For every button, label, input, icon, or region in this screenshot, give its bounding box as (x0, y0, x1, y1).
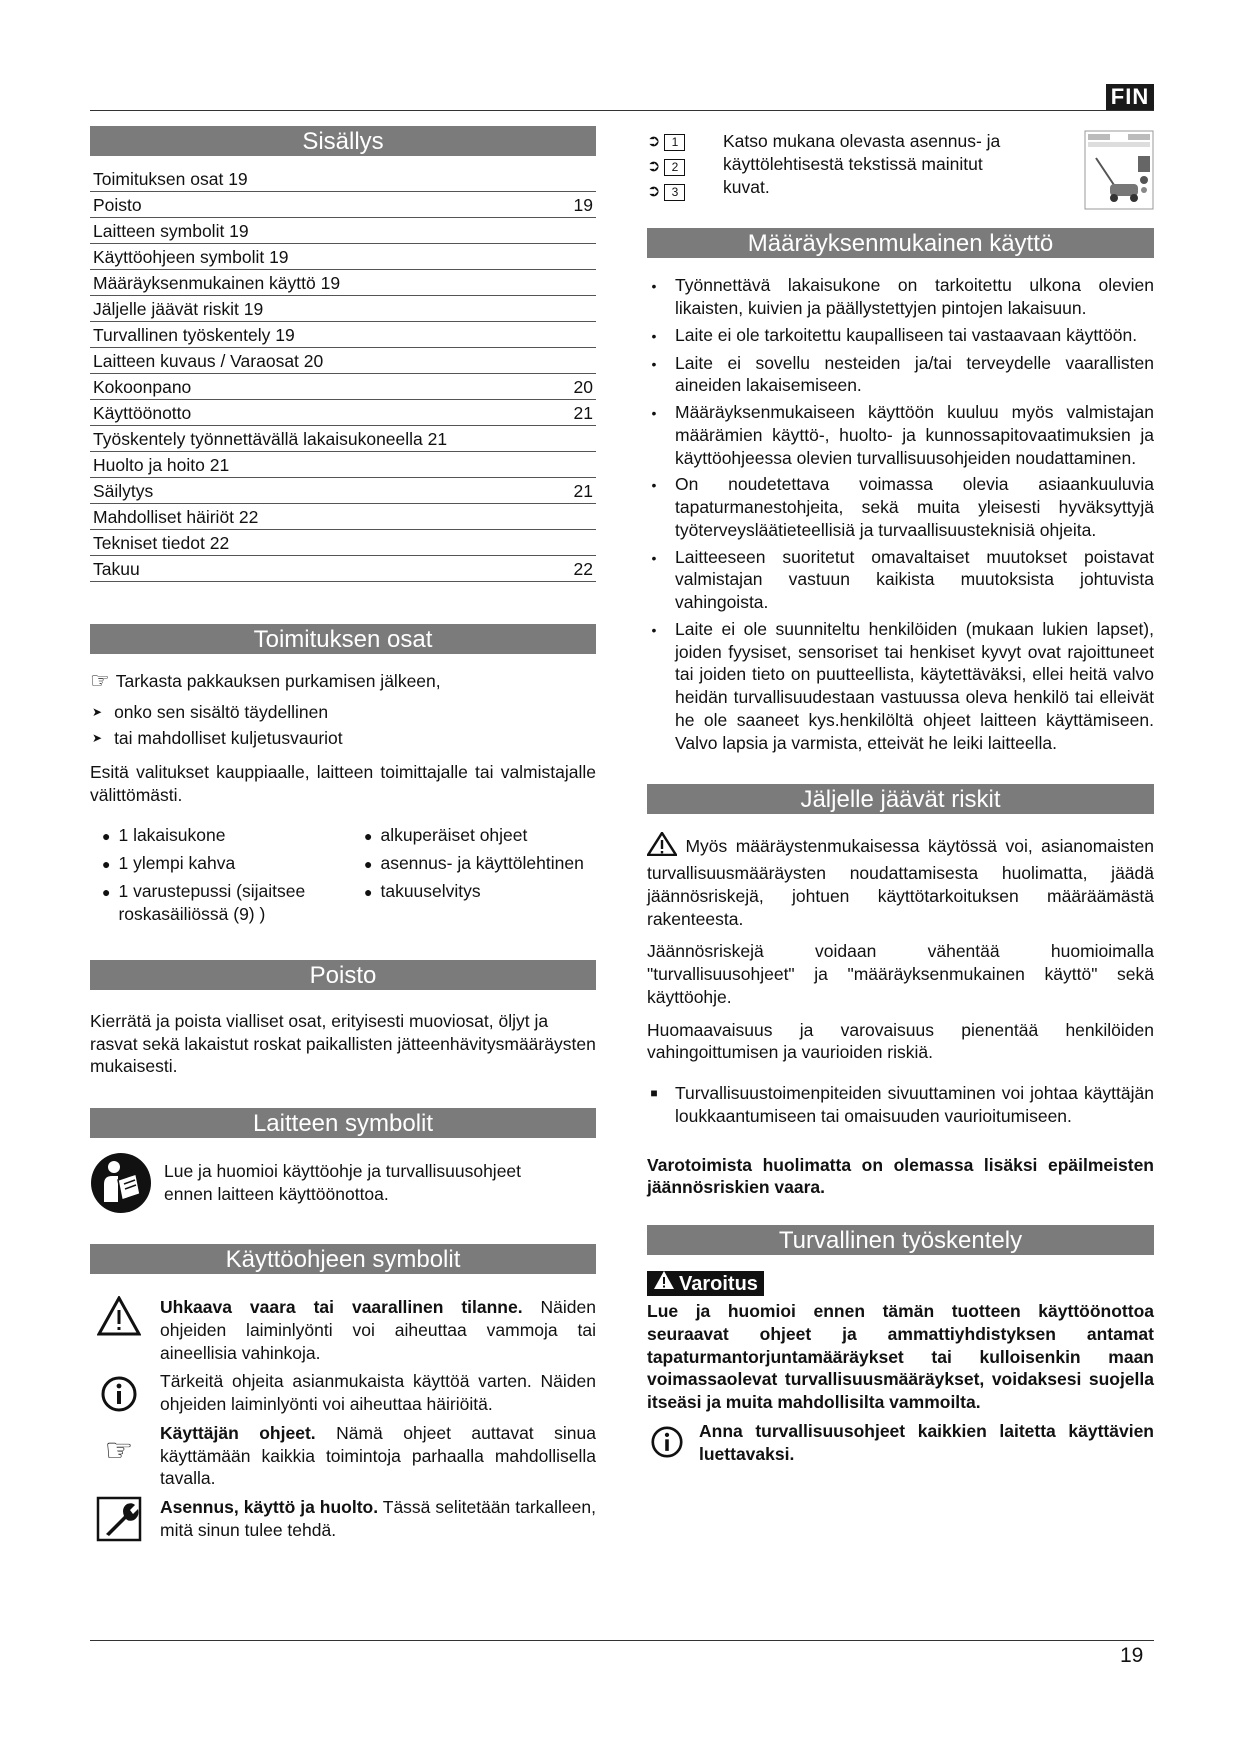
toc-row-page: 21 (573, 481, 593, 501)
toc-row[interactable] (90, 426, 596, 452)
delivery-contents-left (102, 824, 364, 930)
disposal-title-bar (90, 960, 596, 990)
list-item (102, 824, 364, 848)
list-item (364, 852, 608, 876)
toc-row-label: Määräyksenmukainen käyttö 19 (93, 273, 341, 293)
symbol-info-row (90, 1370, 596, 1416)
symbol-danger-text (160, 1296, 596, 1364)
intended-use-list (647, 274, 1154, 754)
safe-work-title-bar (647, 1225, 1154, 1255)
left-column (90, 126, 596, 1542)
toc-row[interactable] (90, 452, 596, 478)
list-item-text: takuuselvitys (380, 881, 481, 902)
toc-row-page: 22 (573, 559, 593, 579)
toc-row-label: Laitteen symbolit 19 (93, 221, 249, 241)
list-item (364, 824, 608, 848)
residual-risks-list (647, 1082, 1154, 1128)
info-icon (90, 1370, 148, 1412)
list-item (647, 352, 1154, 398)
manual-leaflet-thumbnail (1084, 130, 1154, 210)
symbol-danger-bold: Uhkaava vaara tai vaarallinen tilanne. (160, 1297, 523, 1317)
toc-row-label: Toimituksen osat 19 (93, 169, 248, 189)
list-item-text: On noudetettava voimassa olevia asiaankuuluvia tapaturmanestohjeita, sekä muita yleisesti hyväksyttyjä työterveysläätieteellisiä ja turvaallisuusteknisiä ohjeita. (675, 474, 1154, 540)
list-item (90, 725, 596, 751)
list-item-text: Laite ei ole suunniteltu henkilöiden (mukaan lukien lapset), joiden fyysiset, sensoriset tai henkiset kyvyt ovat rajoittuneet tai joiden tieto on puutteellista, käytettäväksi, ellei heitä valvo heidän turvallisuudestaan vastuussa oleva henkilö tai elleivät he ole saaneet kys.henkilöltä ohjeet laitteen käyttämiseen. Valvo lapsia ja varmista, etteivät he leiki laitteella. (675, 618, 1154, 753)
list-item (102, 880, 364, 926)
language-badge: FIN (1106, 84, 1154, 110)
symbol-user-tips-text (160, 1422, 596, 1490)
list-item (647, 324, 1154, 348)
disposal-text: Kierrätä ja poista vialliset osat, erityisesti muoviosat, öljyt ja rasvat sekä lakaistut roskat paikallisten jätteenhävitysmääräysten mukaisesti. (90, 1010, 596, 1077)
symbol-danger-desc: Näiden ohjeiden laiminlyönti voi aiheuttaa vammoja tai aineellisia vahinkoja. (160, 1297, 596, 1363)
symbol-danger-row (90, 1296, 596, 1364)
bullet-icon: • (651, 327, 657, 344)
toc-row-page: 19 (573, 195, 593, 215)
list-item (647, 473, 1154, 541)
toc-row-label: Käyttöönotto (93, 403, 192, 423)
warning-triangle-icon (647, 832, 677, 862)
toc-row[interactable] (90, 270, 596, 296)
residual-risks-p3: Huomaavaisuus ja varovaisuus pienentää henkilöiden vahingoittumisen ja vaurioiden riskiä. (647, 1019, 1154, 1063)
toc-row-label: Jäljelle jäävät riskit 19 (93, 299, 264, 319)
right-column (647, 130, 1154, 1465)
toc-row-label: Käyttöohjeen symbolit 19 (93, 247, 289, 267)
safe-work-warning-text: Lue ja huomioi ennen tämän tuotteen käyttöönottoa seuraavat ohjeet ja ammattiyhdistyksen antamat tapaturmantorjuntamääräykset tai kulloisenkin maan voimassaolevat turvallisuusmääräykset, voidaksesi suojella itseäsi ja muita mahdollisilta vammoilta. (647, 1301, 1154, 1412)
symbol-user-tips-desc: Nämä ohjeet auttavat sinua käyttämään kaikkia toimintoja parhaalla mahdollisella tavalla. (160, 1422, 596, 1489)
warning-label-text: Varoitus (679, 1272, 758, 1295)
toc-row[interactable] (90, 504, 596, 530)
spacer (90, 1214, 596, 1244)
toc-row[interactable] (90, 322, 596, 348)
toc-row-label: Säilytys (93, 481, 154, 501)
bullet-icon: ● (102, 884, 111, 901)
toc-row-label: Mahdolliset häiriöt 22 (93, 507, 259, 527)
safe-work-info-text: Anna turvallisuusohjeet kaikkien laitetta käyttävien luettavaksi. (699, 1420, 1154, 1464)
toc-row[interactable] (90, 530, 596, 556)
warning-triangle-icon (90, 1296, 148, 1336)
toc-row-label: Kokoonpano (93, 377, 192, 397)
list-item (647, 546, 1154, 614)
toc-row-label: Poisto (93, 195, 142, 215)
toc-row[interactable] (90, 244, 596, 270)
list-item (647, 1082, 1154, 1128)
bullet-icon: • (651, 477, 657, 494)
warning-label (647, 1271, 764, 1296)
toc-row-label: Laitteen kuvaus / Varaosat 20 (93, 351, 324, 371)
list-item-text: 1 lakaisukone (118, 825, 226, 846)
info-icon (647, 1420, 687, 1458)
figure-marker (647, 130, 707, 155)
manual-symbols-title: Käyttöohjeen symbolit (225, 1246, 461, 1273)
arrow-bullet-icon: ➤ (92, 704, 103, 719)
list-item-text: 1 ylempi kahva (118, 853, 236, 874)
list-item-text: Määräyksenmukaiseen käyttöön kuuluu myös valmistajan määrämien käyttö-, huolto- ja kunnossapitovaatimuksien ja käyttöohjeessa olevien turvallisuusohjeiden noudattaminen. (675, 402, 1154, 468)
delivery-title: Toimituksen osat (253, 626, 433, 653)
list-item-text: Laite ei ole tarkoitettu kaupalliseen tai vastaavaan käyttöön. (675, 324, 1138, 345)
spacer (90, 930, 596, 960)
symbol-assembly-row (90, 1496, 596, 1542)
list-item-text: Laitteeseen suoritetut omavaltaiset muutokset poistavat valmistajan vastuun kaikista muutoksista johtuvista vahingoista. (675, 546, 1154, 612)
pointing-hand-icon: ☞ (90, 668, 110, 694)
intended-use-title: Määräyksenmukainen käyttö (747, 230, 1054, 257)
residual-risks-p1-text: Myös määräystenmukaisessa käytössä voi, asianomaisten turvallisuusmääräysten noudattamisesta huolimatta, jäädä jäännösriskejä, johtuen käyttötarkoituksen määräämästä rakenteesta. (647, 836, 1154, 929)
list-item-text: tai mahdolliset kuljetusvauriot (114, 727, 343, 748)
toc-row[interactable] (90, 296, 596, 322)
delivery-complaint-text: Esitä valitukset kauppiaalle, laitteen toimittajalle tai valmistajalle välittömästi. (90, 761, 596, 805)
symbol-user-tips-bold: Käyttäjän ohjeet. (160, 1422, 316, 1443)
list-item (647, 401, 1154, 469)
list-item-text: asennus- ja käyttölehtinen (380, 853, 584, 874)
figure-number: 1 (664, 134, 685, 151)
residual-risks-title: Jäljelle jäävät riskit (800, 786, 1001, 814)
cursor-arrow-icon: ➲ (647, 158, 661, 176)
list-item (647, 618, 1154, 755)
list-item-text: Työnnettävä lakaisukone on tarkoitettu ulkona olevien likaisten, kuivien ja päällystettyjen pintojen lakaisuun. (675, 275, 1154, 318)
spacer (90, 1078, 596, 1108)
bullet-icon: ● (364, 828, 373, 845)
figure-number: 2 (664, 159, 685, 176)
device-symbol-row (90, 1152, 596, 1214)
manual-symbols-title-bar (90, 1244, 596, 1274)
figure-reference-text: Katso mukana olevasta asennus- ja käyttölehtisestä tekstissä mainitut kuvat. (723, 131, 1001, 197)
toc-row-label: Tekniset tiedot 22 (93, 533, 230, 553)
delivery-check-text: Tarkasta pakkauksen purkamisen jälkeen, (115, 671, 441, 691)
spacer (90, 582, 596, 624)
list-item-text: alkuperäiset ohjeet (380, 825, 528, 846)
delivery-title-bar (90, 624, 596, 654)
bullet-icon: ● (364, 884, 373, 901)
residual-risks-title-bar (647, 784, 1154, 814)
intended-use-title-bar (647, 228, 1154, 258)
delivery-contents-right (364, 824, 608, 930)
toc-row[interactable] (90, 218, 596, 244)
list-item (647, 274, 1154, 320)
bullet-icon: • (651, 355, 657, 372)
list-item-text: Laite ei sovellu nesteiden ja/tai terveydelle vaarallisten aineiden lakaisemiseen. (675, 352, 1154, 396)
table-of-contents (90, 166, 596, 582)
device-symbols-title-bar (90, 1108, 596, 1138)
symbol-user-tips-row (90, 1422, 596, 1490)
toc-row[interactable] (90, 478, 596, 504)
safe-work-info-row (647, 1420, 1154, 1466)
pointing-hand-icon: ☞ (104, 1431, 134, 1468)
residual-risks-bold-note: Varotoimista huolimatta on olemassa lisäksi epäilmeisten jäännösriskien vaara. (647, 1154, 1154, 1198)
toc-row-page: 21 (573, 403, 593, 423)
figure-markers (647, 130, 707, 210)
toc-row[interactable] (90, 374, 596, 400)
bullet-icon: • (651, 278, 657, 294)
toc-title-bar (90, 126, 596, 156)
bullet-icon: • (651, 621, 657, 638)
read-manual-icon (90, 1152, 152, 1214)
symbol-assembly-bold: Asennus, käyttö ja huolto. (160, 1497, 379, 1517)
bullet-icon: ● (102, 856, 111, 873)
toc-row[interactable] (90, 400, 596, 426)
spacer (647, 758, 1154, 784)
cursor-arrow-icon: ➲ (647, 133, 661, 151)
toc-row-page: 20 (573, 377, 593, 397)
list-item (364, 880, 608, 904)
list-item-text: 1 varustepussi (sijaitsee roskasäiliössä (9) ) (118, 881, 306, 924)
spacer (647, 210, 1154, 228)
delivery-contents (90, 824, 596, 930)
symbol-assembly-text (160, 1496, 596, 1542)
cursor-arrow-icon: ➲ (647, 183, 661, 201)
figure-marker (647, 155, 707, 180)
toc-row-label: Työskentely työnnettävällä lakaisukoneella 21 (93, 429, 448, 449)
warning-label-row (647, 1271, 1154, 1296)
warning-triangle-icon (653, 1270, 675, 1297)
device-symbol-text: Lue ja huomioi käyttöohje ja turvallisuusohjeet ennen laitteen käyttöönottoa. (164, 1161, 522, 1204)
figure-number: 3 (664, 184, 685, 201)
toc-row-label: Takuu (93, 559, 140, 579)
arrow-bullet-icon: ➤ (92, 730, 103, 745)
page-number: 19 (1120, 1644, 1144, 1667)
figure-reference-row (647, 130, 1154, 210)
delivery-check-list (90, 699, 596, 751)
list-item (90, 699, 596, 725)
bullet-icon: • (651, 549, 657, 566)
bullet-icon: ● (102, 828, 111, 845)
symbol-assembly-desc: Tässä selitetään tarkalleen, mitä sinun tulee tehdä. (160, 1497, 596, 1540)
figure-marker (647, 180, 707, 205)
header-rule (90, 110, 1154, 111)
list-item-text: Turvallisuustoimenpiteiden sivuuttaminen voi johtaa käyttäjän loukkaantumiseen tai omaisuuden vaurioitumiseen. (675, 1083, 1154, 1126)
safe-work-title: Turvallinen työskentely (778, 1227, 1023, 1254)
bullet-icon: ● (364, 856, 373, 873)
list-item-text: onko sen sisältö täydellinen (114, 701, 329, 722)
toc-row[interactable] (90, 166, 596, 192)
disposal-title: Poisto (309, 961, 377, 989)
residual-risks-p2: Jäännösriskejä voidaan vähentää huomioimalla "turvallisuusohjeet" ja "määräyksenmukainen käyttö" sekä käyttöohje. (647, 941, 1154, 1007)
toc-row[interactable] (90, 192, 596, 218)
spacer (647, 1199, 1154, 1225)
toc-row[interactable] (90, 348, 596, 374)
residual-risks-p1 (647, 832, 1154, 930)
device-symbols-title: Laitteen symbolit (252, 1110, 434, 1137)
wrench-icon (90, 1496, 148, 1542)
toc-row-label: Turvallinen työskentely 19 (93, 325, 295, 345)
list-item (102, 852, 364, 876)
toc-row[interactable] (90, 556, 596, 582)
footer-rule (90, 1640, 1154, 1641)
square-bullet-icon: ■ (650, 1086, 658, 1100)
toc-row-label: Huolto ja hoito 21 (93, 455, 230, 475)
bullet-icon: • (651, 405, 657, 421)
toc-title: Sisällys (302, 128, 384, 155)
delivery-check-intro (90, 670, 596, 693)
symbol-info-text: Tärkeitä ohjeita asianmukaista käyttöä varten. Näiden ohjeiden laiminlyönti voi aiheuttaa häiriöitä. (160, 1371, 596, 1414)
